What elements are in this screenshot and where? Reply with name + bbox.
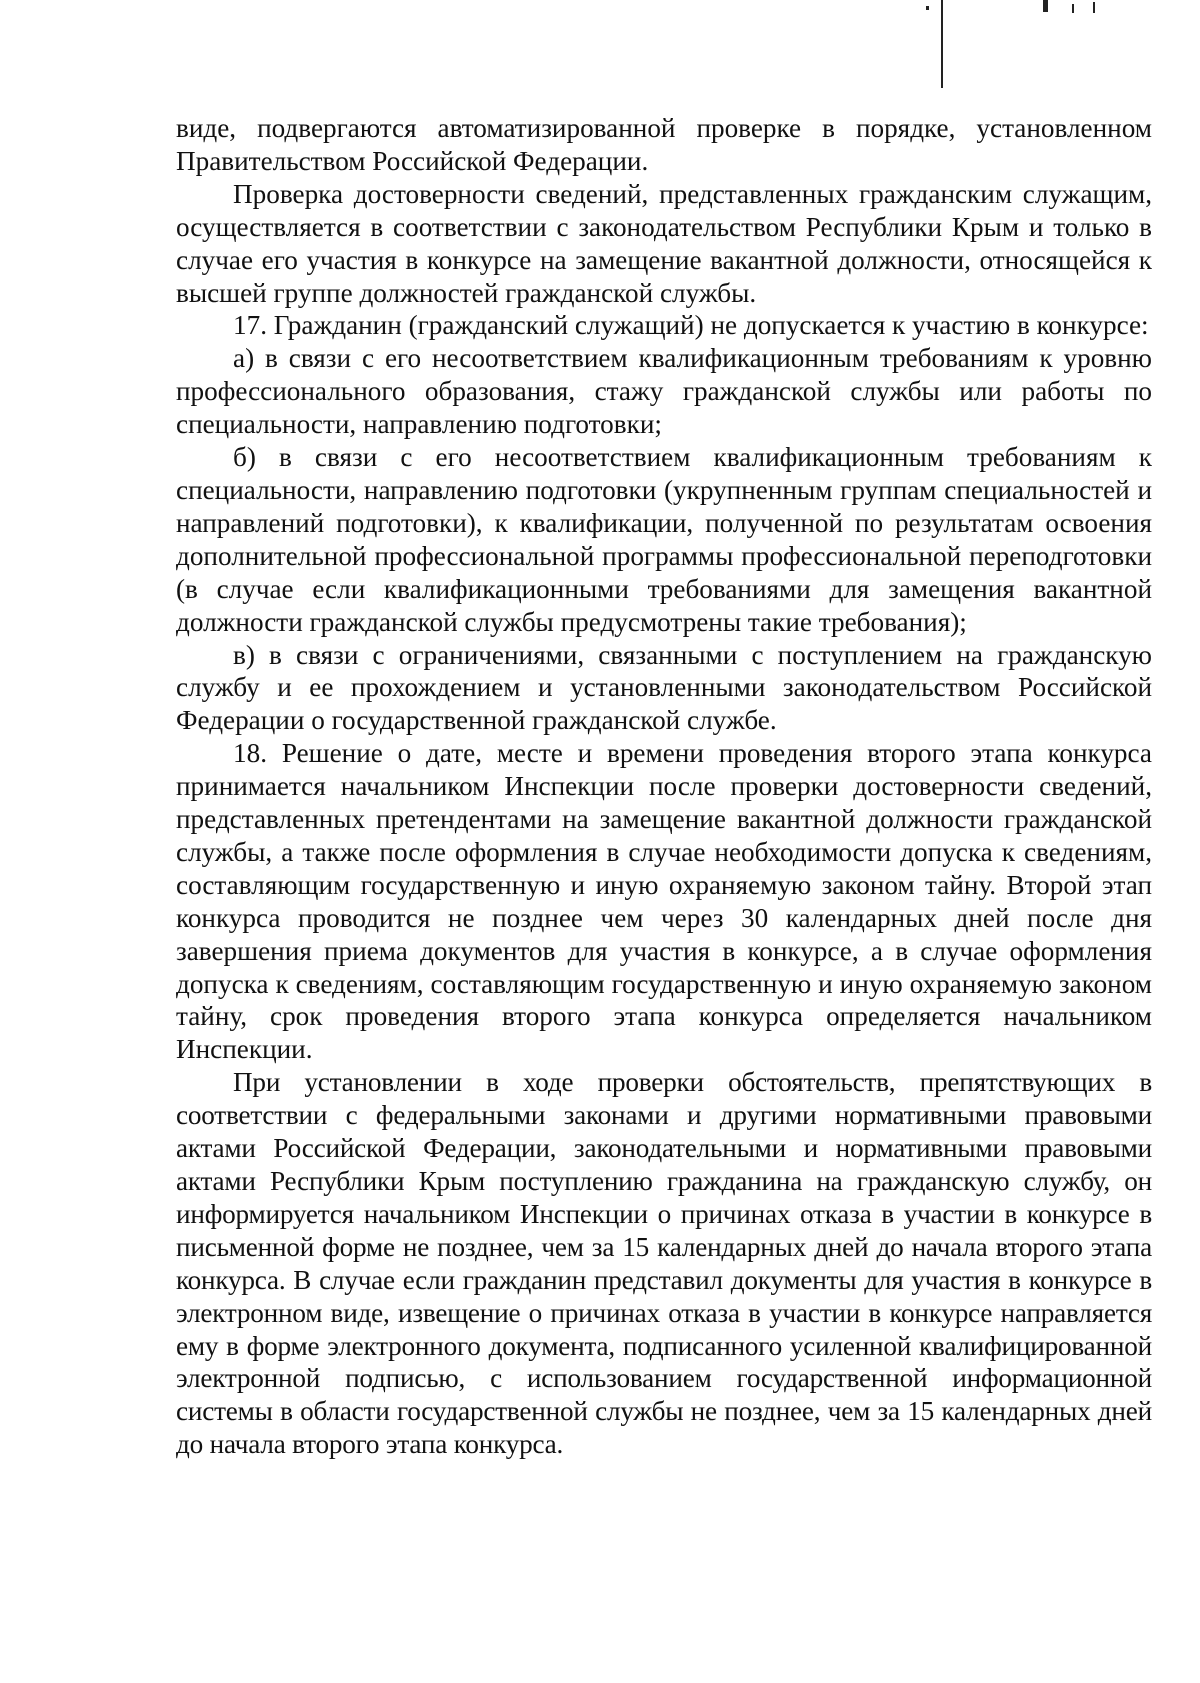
- scan-mark: [926, 6, 929, 10]
- paragraph-continuation: виде, подвергаются автоматизированной проверке в порядке, установленном Правительством Российской Федерации.: [176, 113, 1152, 176]
- paragraph-item-17a: а) в связи с его несоответствием квалификационным требованиям к уровню профессионального образования, стажу гражданской службы или работы по специальности, направлению подготовки;: [176, 343, 1152, 440]
- paragraph-item-17b: б) в связи с его несоответствием квалификационным требованиям к специальности, направлению подготовки (укрупненным группам специальностей и направлений подготовки), к квалификации, полученной по результатам освоения дополнительной профессиональной программы профессиональной переподготовки (в случае если квалификационными требованиями для замещения вакантной должности гражданской службы предусмотрены такие требования);: [176, 442, 1152, 637]
- document-body: [176, 112, 1152, 1461]
- scan-mark: [1072, 4, 1074, 13]
- paragraph-verification: Проверка достоверности сведений, представленных гражданским служащим, осуществляется в соответствии с законодательством Республики Крым и только в случае его участия в конкурсе на замещение вакантной должности, относящейся к высшей группе должностей гражданской службы.: [176, 178, 1152, 308]
- scan-margin-line: [941, 0, 943, 88]
- paragraph-item-18: 18. Решение о дате, месте и времени проведения второго этапа конкурса принимается начальником Инспекции после проверки достоверности сведений, представленных претендентами на замещение вакантной должности гражданской службы, а также после оформления в случае необходимости допуска к сведениям, составляющим государственную и иную охраняемую законом тайну. Второй этап конкурса проводится не позднее чем через 30 календарных дней после дня завершения приема документов для участия в конкурсе, а в случае оформления допуска к сведениям, составляющим государственную и иную охраняемую законом тайну, срок проведения второго этапа конкурса определяется начальником Инспекции.: [176, 738, 1152, 1065]
- paragraph-refusal-notice: При установлении в ходе проверки обстоятельств, препятствующих в соответствии с федеральными законами и другими нормативными правовыми актами Российской Федерации, законодательными и нормативными правовыми актами Республики Крым поступлению гражданина на гражданскую службу, он информируется начальником Инспекции о причинах отказа в участии в конкурсе в письменной форме не позднее, чем за 15 календарных дней до начала второго этапа конкурса. В случае если гражданин представил документы для участия в конкурсе в электронном виде, извещение о причинах отказа в участии в конкурсе направляется ему в форме электронного документа, подписанного усиленной квалифицированной электронной подписью, с использованием государственной информационной системы в области государственной службы не позднее, чем за 15 календарных дней до начала второго этапа конкурса.: [176, 1067, 1152, 1460]
- scan-mark: [1093, 2, 1095, 13]
- scan-mark: [1043, 0, 1048, 12]
- paragraph-item-17: 17. Гражданин (гражданский служащий) не допускается к участию в конкурсе:: [233, 310, 1149, 341]
- paragraph-item-17v: в) в связи с ограничениями, связанными с поступлением на гражданскую службу и ее прохождением и установленными законодательством Российской Федерации о государственной гражданской службе.: [176, 639, 1152, 736]
